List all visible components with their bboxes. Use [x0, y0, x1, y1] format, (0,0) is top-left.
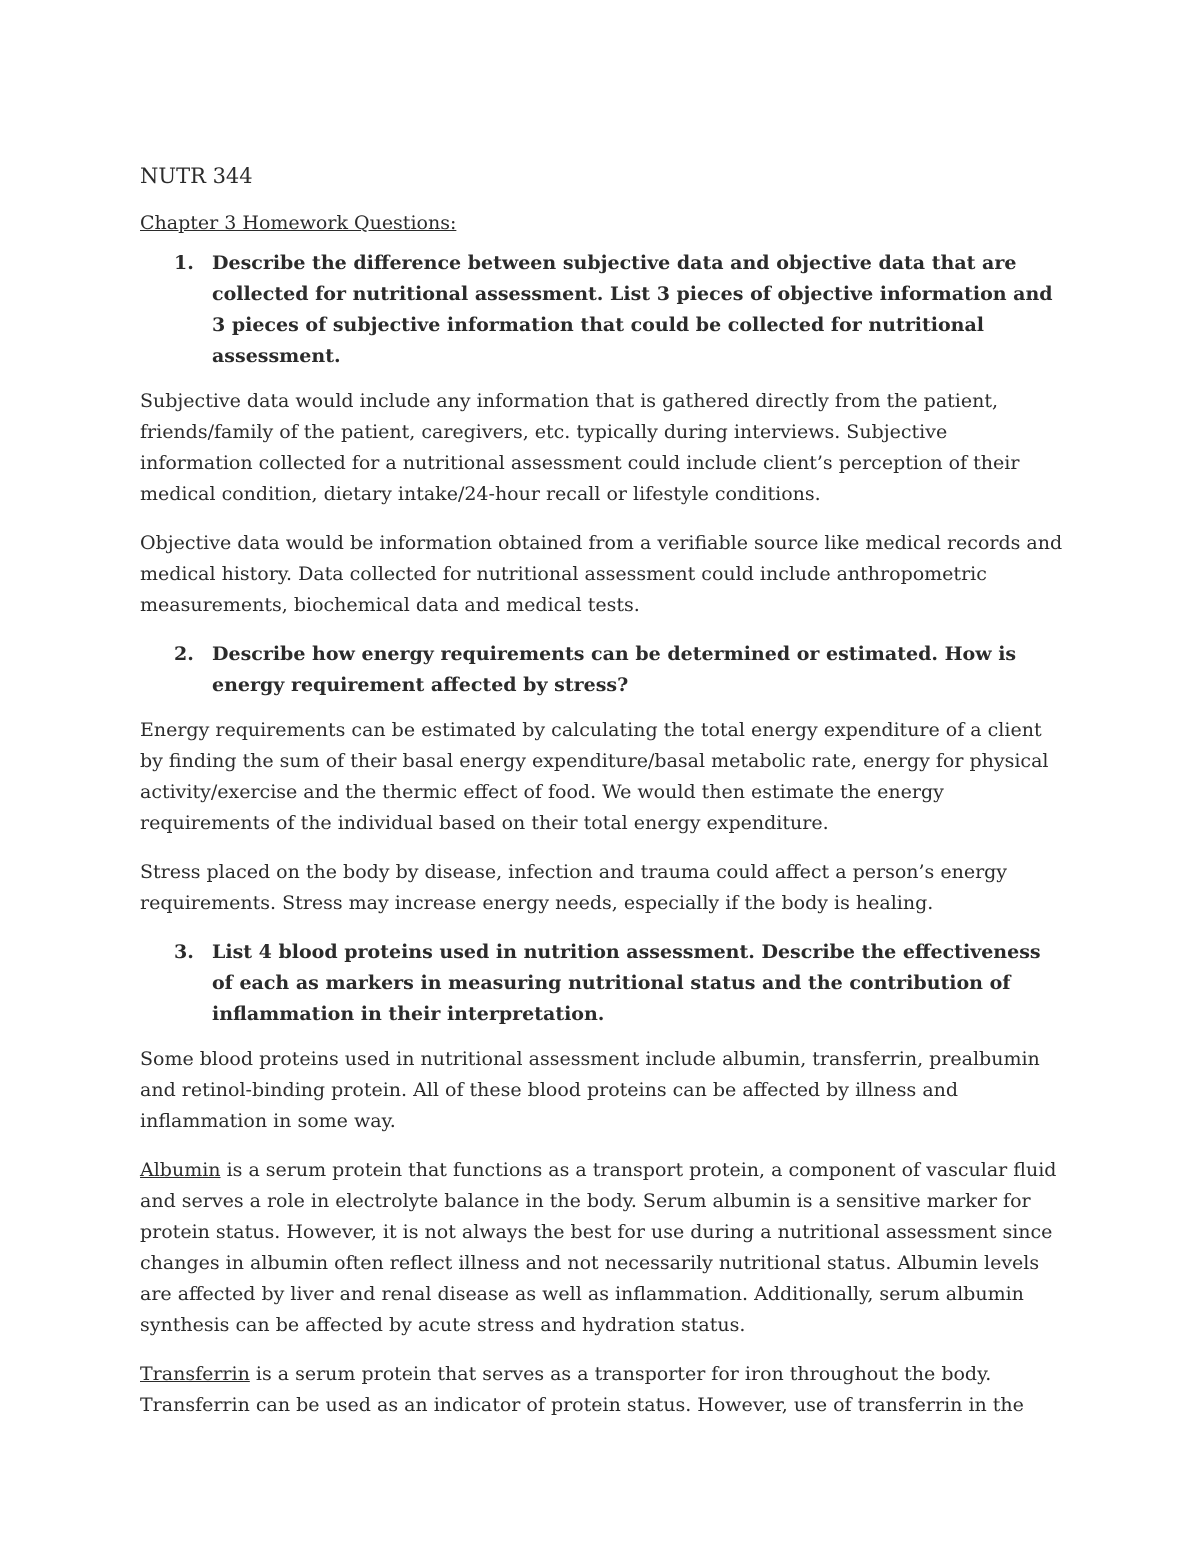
- term-transferrin: Transferrin: [140, 1363, 250, 1385]
- albumin-description: is a serum protein that functions as a transport protein, a component of vascular fluid and serves a role in electrolyte balance in the body. Serum albumin is a sensitive marker for protein status. However, it is not always the best for use during a nutritional assessment since changes in albumin often reflect illness and not necessarily nutritional status. Albumin levels are affected by liver and renal disease as well as inflammation. Additionally, serum albumin synthesis can be affected by acute stress and hydration status.: [140, 1159, 1057, 1336]
- question-1: [140, 248, 1065, 372]
- course-code: NUTR 344: [140, 164, 253, 188]
- question-number: 2.: [174, 643, 194, 665]
- question-text: Describe how energy requirements can be determined or estimated. How is energy requirement affected by stress?: [212, 643, 1017, 696]
- term-albumin: Albumin: [140, 1159, 221, 1181]
- question-text: List 4 blood proteins used in nutrition assessment. Describe the effectiveness of each as markers in measuring nutritional status and the contribution of inflammation in their interpretation.: [212, 941, 1041, 1025]
- answer-paragraph: Subjective data would include any information that is gathered directly from the patient, friends/family of the patient, caregivers, etc. typically during interviews. Subjective information collected for a nutritional assessment could include client’s perception of their medical condition, dietary intake/24-hour recall or lifestyle conditions.: [140, 390, 1020, 505]
- question-text: Describe the difference between subjective data and objective data that are collected for nutritional assessment. List 3 pieces of objective information and 3 pieces of subjective information that could be collected for nutritional assessment.: [212, 252, 1053, 367]
- question-3: [140, 937, 1065, 1030]
- question-2: [140, 639, 1065, 701]
- question-number: 3.: [174, 941, 194, 963]
- transferrin-paragraph: [140, 1359, 1065, 1421]
- answer-paragraph: Objective data would be information obtained from a verifiable source like medical records and medical history. Data collected for nutritional assessment could include anthropometric measurements, biochemical data and medical tests.: [140, 532, 1063, 616]
- answer-paragraph: Some blood proteins used in nutritional assessment include albumin, transferrin, prealbumin and retinol-binding protein. All of these blood proteins can be affected by illness and inflammation in some way.: [140, 1048, 1040, 1132]
- chapter-heading: Chapter 3 Homework Questions:: [140, 212, 457, 234]
- document-page: [140, 160, 1065, 1439]
- question-number: 1.: [174, 252, 194, 274]
- transferrin-description: is a serum protein that serves as a transporter for iron throughout the body. Transferrin can be used as an indicator of protein status. However, use of transferrin in the: [140, 1363, 1024, 1416]
- albumin-paragraph: [140, 1155, 1065, 1341]
- answer-paragraph: Stress placed on the body by disease, infection and trauma could affect a person’s energy requirements. Stress may increase energy needs, especially if the body is healing.: [140, 861, 1008, 914]
- answer-paragraph: Energy requirements can be estimated by calculating the total energy expenditure of a client by finding the sum of their basal energy expenditure/basal metabolic rate, energy for physical activity/exercise and the thermic effect of food. We would then estimate the energy requirements of the individual based on their total energy expenditure.: [140, 719, 1049, 834]
